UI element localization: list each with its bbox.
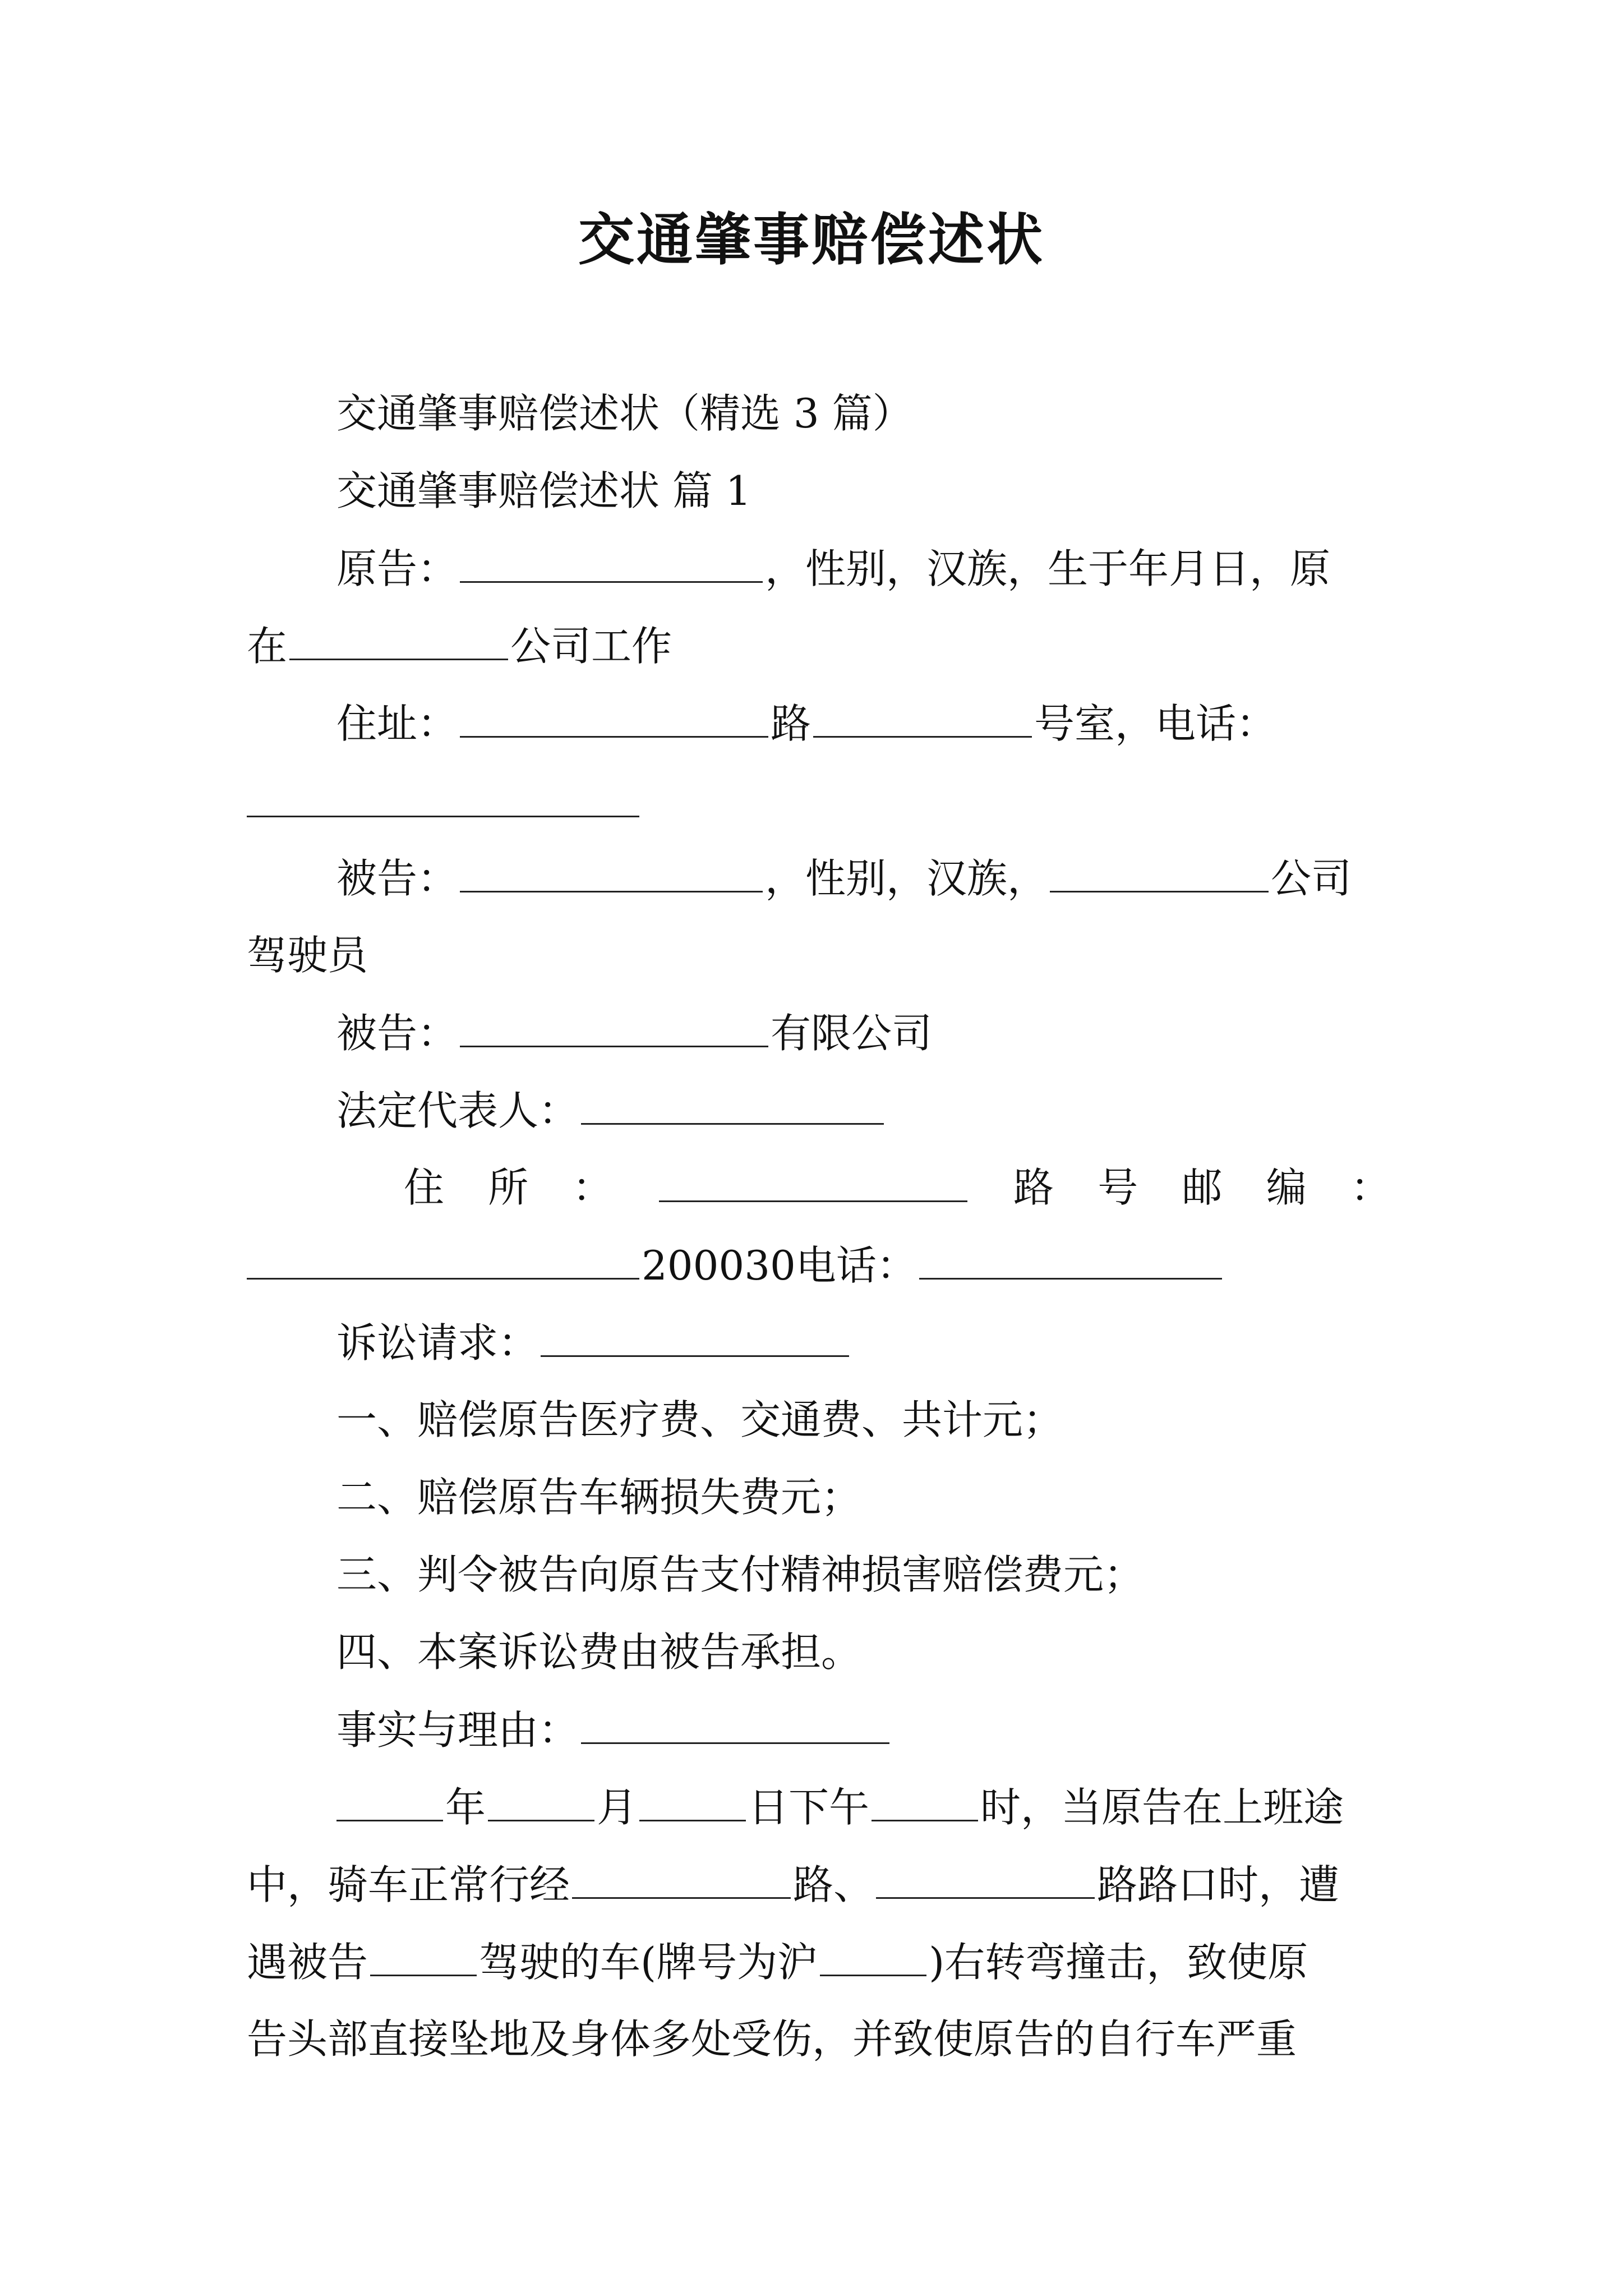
facts-line-3 — [247, 1931, 1391, 1993]
facts-line-2 — [247, 1853, 1391, 1915]
plaintiff-work-pre: 在 — [247, 623, 288, 670]
hour-blank — [872, 1776, 978, 1821]
claim-3: 三、判令被告向原告支付精神损害赔偿费元； — [336, 1551, 1145, 1598]
day-blank — [639, 1776, 746, 1821]
facts-line2-c: 路路口时，遭 — [1097, 1861, 1340, 1908]
postcode: 200030 — [642, 1242, 796, 1289]
residence-tail-5: ： — [1350, 1164, 1391, 1211]
defendant1-company: 公司 — [1271, 855, 1352, 902]
postcode-blank — [247, 1234, 639, 1280]
claims-blank — [541, 1312, 849, 1357]
facts-year: 年 — [445, 1784, 486, 1831]
document-title: 交通肇事赔偿述状 — [578, 206, 1045, 273]
defendant1-company-blank — [1050, 847, 1269, 892]
facts-line2-b: 路、 — [793, 1861, 874, 1908]
defendant1-name-blank — [460, 847, 763, 892]
residence-char-3: ： — [572, 1164, 613, 1211]
driver-blank — [370, 1931, 477, 1976]
phone-blank — [247, 815, 639, 817]
plaintiff-work-line — [247, 615, 1391, 677]
claims-line — [247, 1312, 1391, 1373]
facts-line-1 — [247, 1776, 1391, 1838]
residence-tail-1: 路 — [1013, 1164, 1054, 1211]
defendant2-label: 被告： — [336, 1010, 458, 1057]
defendant2-blank — [460, 1002, 768, 1047]
address-road: 路 — [771, 700, 811, 747]
defendant1-label: 被告： — [336, 855, 458, 902]
residence-tail-4: 编 — [1266, 1164, 1307, 1211]
defendant2-company: 有限公司 — [771, 1010, 933, 1057]
facts-line2-a: 中，骑车正常行经 — [247, 1861, 570, 1908]
road1-blank — [572, 1853, 791, 1899]
defendant1-role: 驾驶员 — [247, 932, 368, 979]
plaintiff-label: 原告： — [336, 545, 458, 592]
plaintiff-company-blank — [289, 615, 508, 660]
facts-label-line — [247, 1699, 1391, 1760]
plaintiff-line — [247, 537, 1391, 599]
facts-line-4: 告头部直接坠地及身体多处受伤，并致使原告的自行车严重 — [247, 2016, 1297, 2063]
subtitle: 交通肇事赔偿述状（精选 3 篇） — [336, 390, 913, 437]
year-blank — [336, 1776, 443, 1821]
facts-month: 月 — [597, 1784, 638, 1831]
claim-2: 二、赔偿原告车辆损失费元； — [336, 1474, 862, 1521]
residence-char-1: 住 — [404, 1164, 445, 1211]
plaintiff-work-post: 公司工作 — [510, 623, 672, 670]
legal-rep-blank — [581, 1079, 884, 1125]
defendant2-line — [247, 1002, 1391, 1064]
defendant1-info: ，性别，汉族， — [765, 855, 1048, 902]
postcode-line — [247, 1234, 1391, 1296]
defendant1-line — [247, 847, 1391, 909]
month-blank — [488, 1776, 594, 1821]
facts-hour: 时，当原告在上班途 — [980, 1784, 1344, 1831]
address-blank-1 — [460, 692, 768, 738]
facts-line3-b: 驾驶的车(牌号为沪 — [479, 1939, 818, 1986]
residence-tail-2: 号 — [1098, 1164, 1138, 1211]
residence-blank — [659, 1157, 967, 1202]
facts-line3-c: )右转弯撞击，致使原 — [929, 1939, 1308, 1986]
phone-label: 电话： — [795, 1242, 917, 1289]
road2-blank — [876, 1853, 1095, 1899]
plaintiff-name-blank — [460, 537, 763, 583]
address-line — [247, 692, 1391, 754]
plate-blank — [820, 1931, 926, 1976]
address-label: 住址： — [336, 700, 458, 747]
claim-1: 一、赔偿原告医疗费、交通费、共计元； — [336, 1396, 1064, 1443]
legal-rep-label: 法定代表人： — [336, 1087, 579, 1134]
legal-rep-line — [247, 1079, 1391, 1141]
address-blank-2 — [813, 692, 1032, 738]
facts-line3-a: 遇被告 — [247, 1939, 368, 1986]
section-heading: 交通肇事赔偿述状 篇 1 — [336, 467, 751, 514]
claims-label: 诉讼请求： — [336, 1319, 539, 1366]
facts-label: 事实与理由： — [336, 1706, 579, 1754]
residence-line — [247, 1157, 1391, 1218]
claim-4: 四、本案诉讼费由被告承担。 — [336, 1628, 862, 1676]
residence-char-2: 所 — [488, 1164, 529, 1211]
facts-day: 日下午 — [748, 1784, 870, 1831]
residence-phone-blank — [919, 1234, 1222, 1280]
address-room: 号室，电话： — [1034, 700, 1277, 747]
residence-tail-3: 邮 — [1182, 1164, 1223, 1211]
plaintiff-info: ，性别，汉族，生于年月日，原 — [765, 545, 1331, 592]
facts-blank — [581, 1699, 889, 1744]
